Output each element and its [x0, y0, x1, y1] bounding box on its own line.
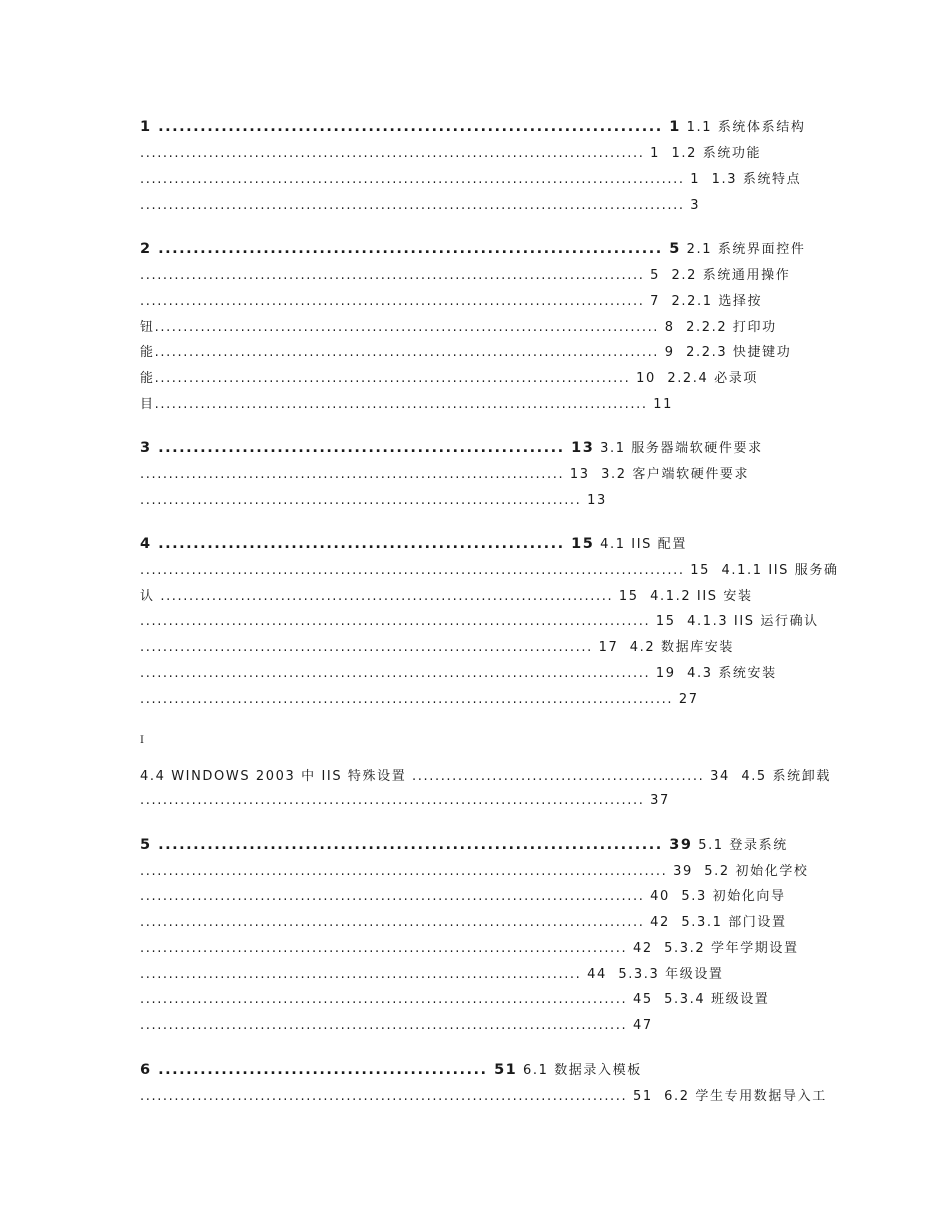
toc-line: ............................................................................................... 15 4.1.1 IIS 服务确 — [140, 563, 839, 578]
toc-line: ..................................................................................... 47 — [140, 1018, 653, 1033]
toc-line: ............................................................................................... 3 — [140, 198, 701, 213]
toc-heading-5-entry: 5.1 登录系统 — [692, 838, 788, 853]
toc-heading-4 — [140, 535, 687, 554]
toc-heading-4-entry: 4.1 IIS 配置 — [594, 537, 687, 552]
toc-line: ..................................................................................... 42 5.3.2 学年学期设置 — [140, 941, 799, 956]
toc-line: ......................................................................................... 15 4.1.3 IIS 运行确认 — [140, 614, 819, 629]
toc-heading-1-entry: 1.1 系统体系结构 — [680, 120, 806, 135]
toc-line: ..................................................................................... 45 5.3.4 班级设置 — [140, 992, 770, 1007]
toc-heading-3-leader: 3 .......................................................... 13 — [140, 440, 595, 456]
toc-heading-5 — [140, 836, 788, 855]
toc-heading-6-entry: 6.1 数据录入模板 — [517, 1063, 642, 1078]
toc-heading-6-leader: 6 ............................................... 51 — [140, 1062, 518, 1078]
toc-heading-5-leader: 5 ........................................................................ 39 — [140, 837, 693, 853]
toc-heading-1-leader: 1 ........................................................................ 1 — [140, 119, 681, 135]
toc-line: ......................................................................................... 19 4.3 系统安装 — [140, 666, 777, 681]
toc-line: 能........................................................................................ 9 2.2.3 快捷键功 — [140, 345, 792, 360]
toc-heading-2-leader: 2 ........................................................................ 5 — [140, 241, 681, 257]
toc-heading-6 — [140, 1061, 642, 1080]
toc-line: 目...................................................................................... 11 — [140, 397, 674, 412]
toc-heading-3-entry: 3.1 服务器端软硬件要求 — [594, 441, 763, 456]
toc-heading-2 — [140, 240, 805, 259]
toc-line: 认 ............................................................................... 15 4.1.2 IIS 安装 — [140, 589, 753, 604]
toc-heading-1 — [140, 118, 805, 137]
toc-line: ............................................................................. 13 — [140, 493, 607, 508]
toc-heading-3 — [140, 439, 763, 458]
toc-line: ........................................................................................ 42 5.3.1 部门设置 — [140, 915, 787, 930]
toc-line: 钮........................................................................................ 8 2.2.2 打印功 — [140, 320, 777, 335]
toc-line: 能................................................................................... 10 2.2.4 必录项 — [140, 371, 758, 386]
toc-heading-2-entry: 2.1 系统界面控件 — [680, 242, 806, 257]
toc-line: ............................................................................................. 27 — [140, 692, 699, 707]
toc-line: ........................................................................................ 5 2.2 系统通用操作 — [140, 268, 791, 283]
toc-line: ........................................................................................ 1 1.2 系统功能 — [140, 146, 762, 161]
toc-line: ........................................................................................ 37 — [140, 793, 670, 808]
toc-heading-4-leader: 4 .......................................................... 15 — [140, 536, 595, 552]
toc-line: ........................................................................................ 40 5.3 初始化向导 — [140, 889, 786, 904]
toc-line: ........................................................................................ 7 2.2.1 选择按 — [140, 294, 763, 309]
toc-line: ............................................................................. 44 5.3.3 年级设置 — [140, 967, 724, 982]
toc-line: ............................................................................................ 39 5.2 初始化学校 — [140, 864, 809, 879]
toc-line: ............................................................................................... 1 1.3 系统特点 — [140, 172, 802, 187]
toc-line: 4.4 WINDOWS 2003 中 IIS 特殊设置 ................................................... 34 4.5 系统卸载 — [140, 769, 831, 784]
toc-line: ..................................................................................... 51 6.2 学生专用数据导入工 — [140, 1089, 827, 1104]
toc-line: ............................................................................... 17 4.2 数据库安装 — [140, 640, 734, 655]
page-marker: I — [140, 735, 144, 746]
toc-line: .......................................................................... 13 3.2 客户端软硬件要求 — [140, 467, 750, 482]
